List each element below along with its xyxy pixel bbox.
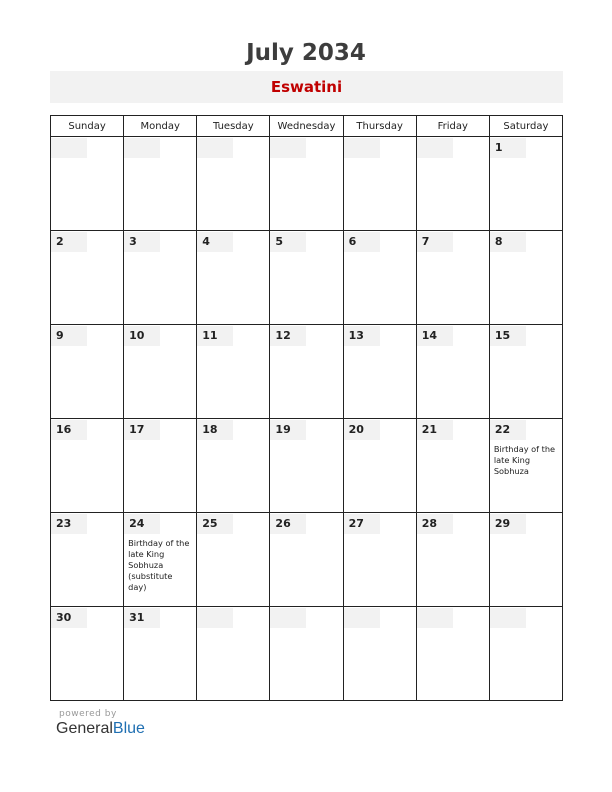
day-number: 4 [197, 232, 233, 252]
week-row [51, 513, 563, 607]
day-cell-15 [489, 325, 562, 419]
page-title: July 2034 [246, 40, 366, 66]
empty-day-cell [489, 607, 562, 701]
day-number: 11 [197, 326, 233, 346]
country-banner [50, 71, 563, 103]
day-cell-27 [343, 513, 416, 607]
day-cell-24 [124, 513, 197, 607]
day-number [417, 608, 453, 628]
weekday-header: Monday [124, 116, 197, 137]
day-number: 20 [344, 420, 380, 440]
day-number: 2 [51, 232, 87, 252]
day-cell-20 [343, 419, 416, 513]
empty-day-cell [51, 137, 124, 231]
brand-blue: Blue [112, 720, 145, 737]
holiday-note: Birthday of the late King Sobhuza [493, 444, 556, 476]
day-cell-29 [489, 513, 562, 607]
day-number: 6 [344, 232, 380, 252]
day-number: 15 [490, 326, 526, 346]
day-number: 31 [124, 608, 160, 628]
empty-day-cell [343, 137, 416, 231]
empty-day-cell [416, 137, 489, 231]
empty-day-cell [270, 607, 343, 701]
day-number: 22 [490, 420, 526, 440]
day-number: 18 [197, 420, 233, 440]
day-number [490, 608, 526, 628]
weekday-header: Thursday [343, 116, 416, 137]
powered-by-label: powered by [59, 709, 117, 719]
empty-day-cell [197, 607, 270, 701]
empty-day-cell [124, 137, 197, 231]
day-cell-19 [270, 419, 343, 513]
day-number [344, 138, 380, 158]
day-cell-5 [270, 231, 343, 325]
week-row [51, 137, 563, 231]
day-number: 29 [490, 514, 526, 534]
day-cell-25 [197, 513, 270, 607]
day-number: 3 [124, 232, 160, 252]
footer-branding [56, 709, 145, 738]
week-row [51, 325, 563, 419]
day-cell-7 [416, 231, 489, 325]
day-number: 8 [490, 232, 526, 252]
day-number [197, 608, 233, 628]
week-row [51, 231, 563, 325]
day-cell-6 [343, 231, 416, 325]
calendar-grid [50, 115, 563, 701]
day-number: 5 [270, 232, 306, 252]
empty-day-cell [343, 607, 416, 701]
generalblue-logo[interactable] [56, 720, 145, 738]
empty-day-cell [270, 137, 343, 231]
day-cell-1 [489, 137, 562, 231]
day-cell-2 [51, 231, 124, 325]
day-number: 16 [51, 420, 87, 440]
day-cell-10 [124, 325, 197, 419]
day-number: 26 [270, 514, 306, 534]
day-number [344, 608, 380, 628]
day-cell-3 [124, 231, 197, 325]
country-name: Eswatini [270, 78, 343, 96]
day-number: 9 [51, 326, 87, 346]
day-number: 10 [124, 326, 160, 346]
day-number: 25 [197, 514, 233, 534]
day-cell-23 [51, 513, 124, 607]
day-cell-9 [51, 325, 124, 419]
day-number: 30 [51, 608, 87, 628]
weekday-header: Wednesday [270, 116, 343, 137]
day-number: 23 [51, 514, 87, 534]
day-cell-11 [197, 325, 270, 419]
day-cell-30 [51, 607, 124, 701]
day-number: 19 [270, 420, 306, 440]
day-cell-4 [197, 231, 270, 325]
holiday-note: Birthday of the late King Sobhuza (substitute day) [128, 538, 190, 592]
empty-day-cell [197, 137, 270, 231]
day-cell-16 [51, 419, 124, 513]
day-cell-22 [489, 419, 562, 513]
day-cell-18 [197, 419, 270, 513]
week-row [51, 419, 563, 513]
weekday-header: Friday [416, 116, 489, 137]
day-cell-13 [343, 325, 416, 419]
brand-general: General [56, 720, 113, 737]
day-cell-14 [416, 325, 489, 419]
day-number [51, 138, 87, 158]
day-number [417, 138, 453, 158]
day-number: 14 [417, 326, 453, 346]
day-cell-17 [124, 419, 197, 513]
day-number [270, 138, 306, 158]
day-number [270, 608, 306, 628]
day-number: 21 [417, 420, 453, 440]
day-cell-8 [489, 231, 562, 325]
weekday-header: Saturday [489, 116, 562, 137]
day-number [124, 138, 160, 158]
day-number: 24 [124, 514, 160, 534]
day-number: 12 [270, 326, 306, 346]
day-number: 1 [490, 138, 526, 158]
day-cell-26 [270, 513, 343, 607]
day-number: 27 [344, 514, 380, 534]
day-number: 28 [417, 514, 453, 534]
day-cell-31 [124, 607, 197, 701]
day-number: 7 [417, 232, 453, 252]
day-cell-28 [416, 513, 489, 607]
weekday-header: Sunday [51, 116, 124, 137]
day-cell-12 [270, 325, 343, 419]
weekday-header: Tuesday [197, 116, 270, 137]
day-number [197, 138, 233, 158]
day-number: 13 [344, 326, 380, 346]
week-row [51, 607, 563, 701]
weekday-header-row [51, 116, 563, 137]
day-number: 17 [124, 420, 160, 440]
day-cell-21 [416, 419, 489, 513]
empty-day-cell [416, 607, 489, 701]
